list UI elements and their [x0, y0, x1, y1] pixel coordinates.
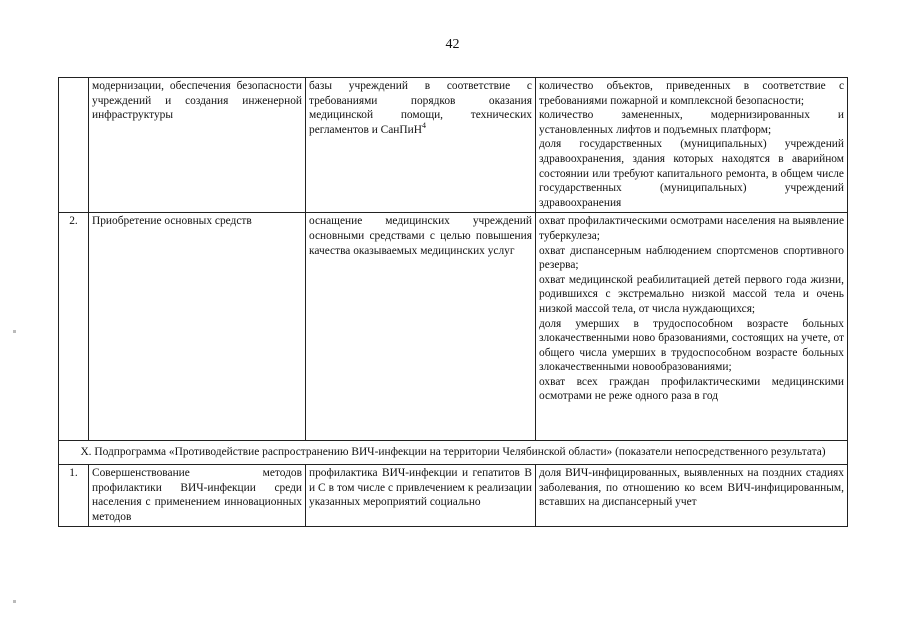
indicator-item: доля ВИЧ-инфицированных, выявленных на поздних стадиях заболевания, по отношению ко всем ВИЧ-инфицированным, вставших на диспансерный учет: [539, 466, 844, 509]
indicator-item: охват профилактическими осмотрами населения на выявление туберкулеза;: [539, 215, 844, 242]
indicator-item: доля государственных (муниципальных) учреждений здравоохранения, здания которых находятся в аварийном состоянии или требуют капитального ремонта, в общем числе государственных (муниципальных) учреждений здравоохранения: [539, 138, 844, 209]
table-row: [59, 78, 848, 213]
indicator-item: охват медицинской реабилитацией детей первого года жизни, родившихся с экстремально низкой массой тела и очень низкой массой тела, от числа нуждающихся;: [539, 273, 844, 315]
event-cell: модернизации, обеспечения безопасности учреждений и создания инженерной инфраструктуры: [89, 78, 306, 213]
indicator-item: охват диспансерным наблюдением спортсменов спортивного резерва;: [539, 244, 844, 272]
indicator-item: количество замененных, модернизированных и установленных лифтов и подъемных платформ;: [539, 109, 844, 136]
table-row: [59, 464, 848, 526]
indicators-table: [58, 77, 848, 527]
table-row: [59, 213, 848, 441]
scan-dot: [13, 600, 16, 603]
row-number: 2.: [59, 213, 89, 441]
event-cell: Совершенствование методов профилактики ВИЧ-инфекции среди населения с применением инновационных методов: [89, 464, 306, 526]
row-number: [59, 78, 89, 213]
section-header-row: [59, 441, 848, 465]
event-cell: Приобретение основных средств: [89, 213, 306, 441]
indicators-cell: [536, 464, 848, 526]
indicators-cell: [536, 213, 848, 441]
row-number: 1.: [59, 464, 89, 526]
indicator-item: доля умерших в трудоспособном возрасте больных злокачественными ново бразованиями, состоящих на учете, от общего числа умерших в трудоспособном возрасте больных злокачественными новообразованиями;: [539, 317, 844, 374]
description-cell: профилактика ВИЧ-инфекции и гепатитов В и С в том числе с привлечением к реализации указанных мероприятий социально: [306, 464, 536, 526]
indicator-item: количество объектов, приведенных в соответствие с требованиями пожарной и комплексной безопасности;: [539, 80, 844, 107]
section-title: X. Подпрограмма «Противодействие распространению ВИЧ-инфекции на территории Челябинской области» (показатели непосредственного результата): [59, 441, 848, 465]
scan-dot: [13, 330, 16, 333]
page-number: 42: [445, 37, 460, 52]
description-text: базы учреждений в соответствие с требованиями порядков оказания медицинской помощи, технических регламентов и СанПиН: [309, 80, 532, 136]
indicator-item: охват всех граждан профилактическими медицинскими осмотрами не реже одного раза в год: [539, 375, 844, 403]
description-cell: [306, 78, 536, 213]
footnote-mark: 4: [421, 120, 426, 130]
indicators-cell: [536, 78, 848, 213]
description-cell: оснащение медицинских учреждений основными средствами с целью повышения качества оказываемых медицинских услуг: [306, 213, 536, 441]
